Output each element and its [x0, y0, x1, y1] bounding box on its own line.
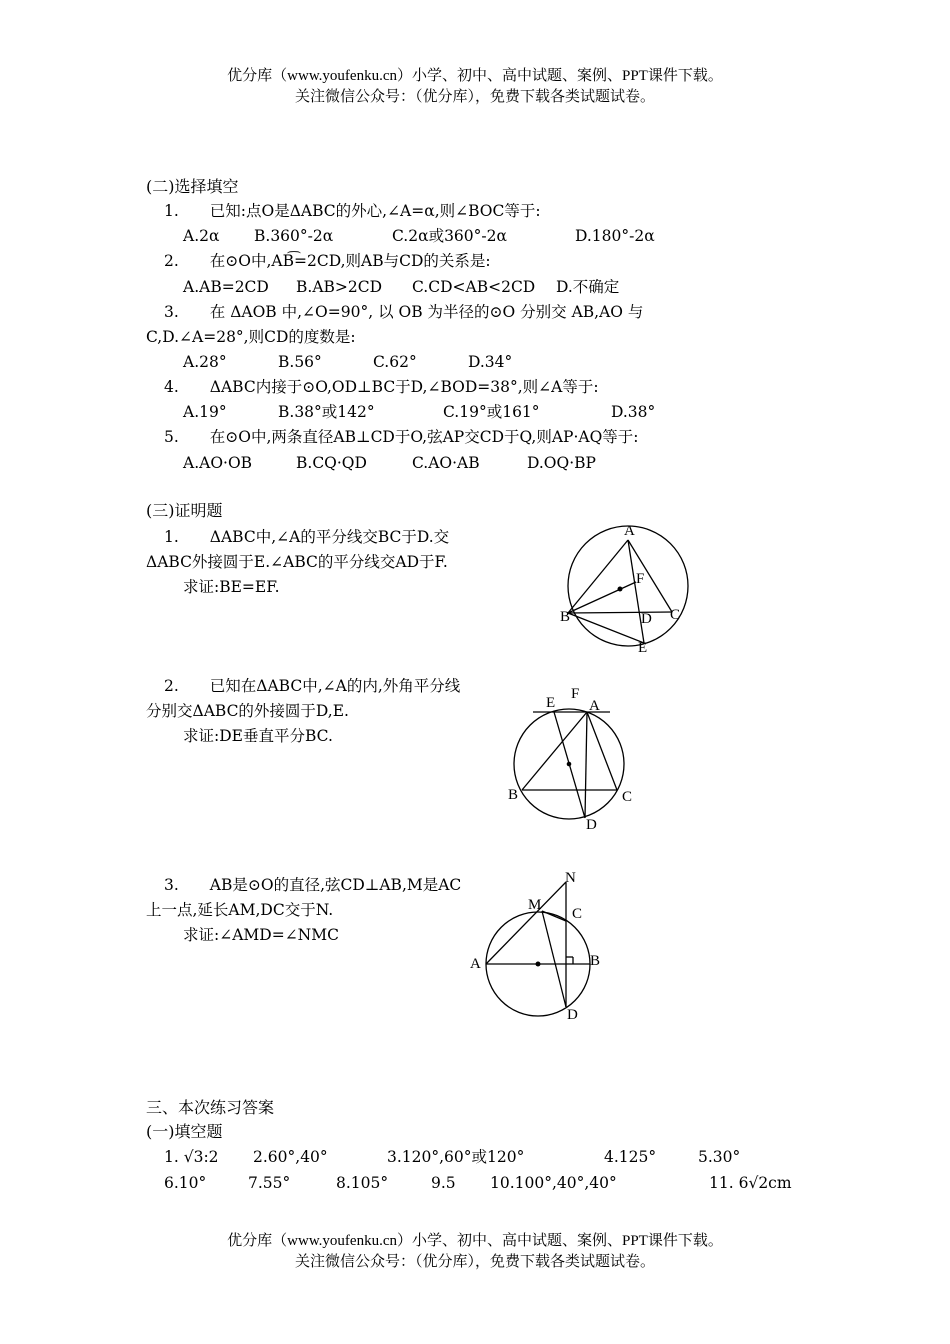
fig2-label-a: A: [589, 698, 600, 714]
proof-3-line-1: 3. AB是⊙O的直径,弦CD⊥AB,M是AC: [164, 876, 462, 894]
fig3-label-d: D: [567, 1007, 578, 1023]
q5-option-d: D.OQ·BP: [527, 454, 596, 472]
fig1-label-a: A: [624, 523, 635, 539]
answer-7: 7.55°: [248, 1174, 291, 1192]
q4-option-d: D.38°: [611, 403, 656, 421]
answer-9: 9.5: [431, 1174, 456, 1192]
answer-11: 11. 6√2cm: [709, 1174, 792, 1192]
fig3-line-an: [486, 882, 566, 964]
q3-option-b: B.56°: [278, 353, 322, 371]
fig2-label-c: C: [622, 789, 633, 805]
question-3-line-2: C,D.∠A=28°,则CD的度数是:: [146, 328, 356, 346]
question-5: 5. 在⊙O中,两条直径AB⊥CD于O,弦AP交CD于Q,则AP·AQ等于:: [164, 428, 639, 446]
q1-option-c: C.2α或360°-2α: [392, 227, 507, 245]
question-4: 4. ΔABC内接于⊙O,OD⊥BC于D,∠BOD=38°,则∠A等于:: [164, 378, 599, 396]
fig1-label-e: E: [638, 640, 648, 656]
fig3-label-c: C: [572, 906, 583, 922]
q1-option-d: D.180°-2α: [575, 227, 655, 245]
question-3-line-1: 3. 在 ΔAOB 中,∠O=90°, 以 OB 为半径的⊙O 分别交 AB,AO 与: [164, 303, 644, 321]
q2-option-c: C.CD<AB<2CD: [412, 278, 536, 296]
fig3-line-mc: [542, 911, 566, 921]
answer-5: 5.30°: [698, 1148, 741, 1166]
fig1-label-f: F: [636, 571, 645, 587]
header-line-1: 优分库（www.youfenku.cn）小学、初中、高中试题、案例、PPT课件下载。: [227, 68, 723, 84]
q1-option-a: A.2α: [183, 227, 220, 245]
fig3-label-a: A: [470, 956, 481, 972]
proof-1-line-1: 1. ΔABC中,∠A的平分线交BC于D.交: [164, 528, 450, 546]
q3-option-c: C.62°: [373, 353, 417, 371]
answer-4: 4.125°: [604, 1148, 657, 1166]
section2-title: (二)选择填空: [146, 177, 239, 196]
proof-1-line-3: 求证:BE=EF.: [183, 578, 280, 596]
q1-option-b: B.360°-2α: [254, 227, 334, 245]
fig2-label-f: F: [571, 686, 580, 702]
answers-subtitle: (一)填空题: [146, 1122, 223, 1141]
q2-option-b: B.AB>2CD: [296, 278, 383, 296]
fig3-label-n: N: [565, 870, 576, 886]
proof-2-line-1: 2. 已知在ΔABC中,∠A的内,外角平分线: [164, 677, 461, 695]
q2-option-d: D.不确定: [556, 278, 620, 296]
proof-1-line-2: ΔABC外接圆于E.∠ABC的平分线交AD于F.: [146, 553, 448, 571]
question-1: 1. 已知:点O是ΔABC的外心,∠A=α,则∠BOC等于:: [164, 202, 541, 220]
header-line-2: 关注微信公众号：（优分库），免费下载各类试题试卷。: [294, 89, 655, 105]
proof-2-line-3: 求证:DE垂直平分BC.: [183, 727, 333, 745]
fig1-label-c: C: [670, 607, 681, 623]
fig2-label-d: D: [586, 817, 597, 833]
q5-option-c: C.AO·AB: [412, 454, 480, 472]
q4-option-a: A.19°: [183, 403, 227, 421]
q3-option-a: A.28°: [183, 353, 227, 371]
answer-8: 8.105°: [336, 1174, 389, 1192]
proof-3-line-2: 上一点,延长AM,DC交于N.: [146, 901, 334, 919]
fig2-label-b: B: [508, 787, 519, 803]
answer-6: 6.10°: [164, 1174, 207, 1192]
q5-option-b: B.CQ·QD: [296, 454, 367, 472]
q5-option-a: A.AO·OB: [183, 454, 253, 472]
footer-line-1: 优分库（www.youfenku.cn）小学、初中、高中试题、案例、PPT课件下载。: [227, 1233, 723, 1249]
q4-option-c: C.19°或161°: [443, 403, 540, 421]
footer-line-2: 关注微信公众号：（优分库），免费下载各类试题试卷。: [294, 1254, 655, 1270]
fig1-label-d: D: [641, 611, 652, 627]
fig3-label-b: B: [590, 953, 601, 969]
answer-2: 2.60°,40°: [253, 1148, 328, 1166]
q3-option-d: D.34°: [468, 353, 513, 371]
q4-option-b: B.38°或142°: [278, 403, 375, 421]
fig3-center-dot: [536, 962, 541, 967]
answer-3: 3.120°,60°或120°: [387, 1148, 525, 1166]
fig1-label-b: B: [560, 609, 571, 625]
fig3-label-m: M: [528, 897, 542, 913]
answer-10: 10.100°,40°,40°: [490, 1174, 617, 1192]
fig2-label-e: E: [546, 695, 556, 711]
proof-3-line-3: 求证:∠AMD=∠NMC: [183, 926, 339, 944]
question-2: 2. 在⊙O中,AB͡=2CD,则AB与CD的关系是:: [164, 252, 491, 270]
q2-option-a: A.AB=2CD: [183, 278, 269, 296]
fig3-line-md: [542, 911, 566, 1007]
section3-title: (三)证明题: [146, 501, 223, 520]
answers-title: 三、本次练习答案: [146, 1098, 275, 1117]
proof-2-line-2: 分别交ΔABC的外接圆于D,E.: [146, 702, 349, 720]
answer-1: 1. √3:2: [164, 1148, 219, 1166]
